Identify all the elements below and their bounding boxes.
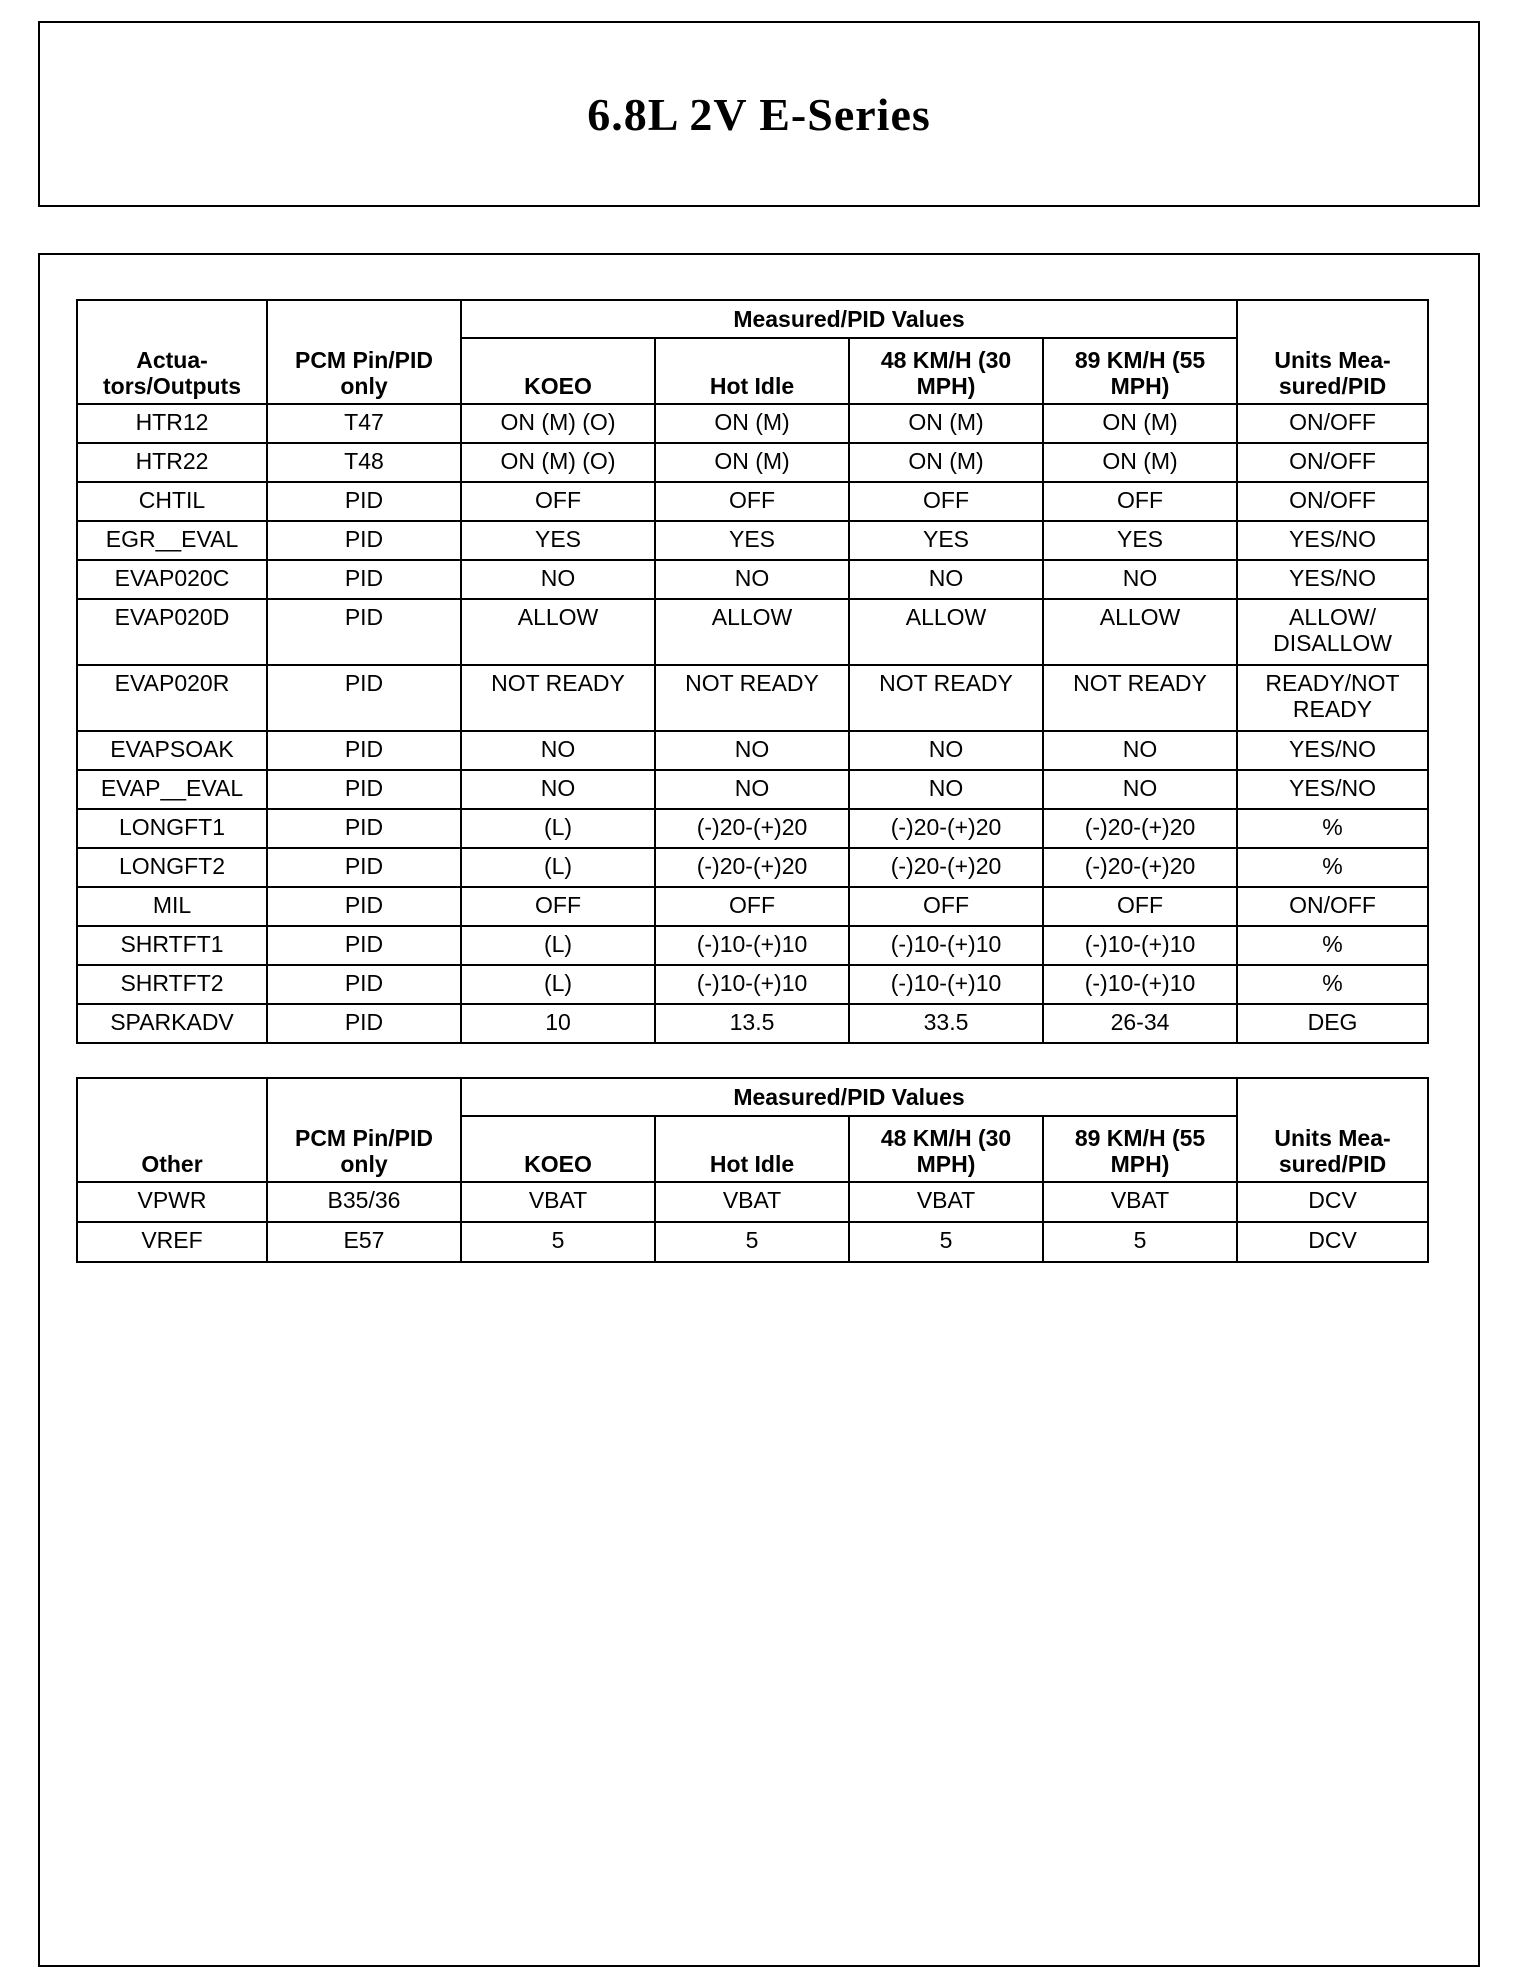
table-row xyxy=(77,1222,1428,1262)
page-title: 6.8L 2V E-Series xyxy=(587,88,931,140)
table-cell: ON/OFF xyxy=(1237,404,1428,443)
table-cell: NO xyxy=(461,731,655,770)
table-cell: NO xyxy=(655,731,849,770)
actuators-outputs-table xyxy=(76,299,1429,1044)
table-cell: 13.5 xyxy=(655,1004,849,1043)
table-row xyxy=(77,404,1428,443)
table-cell: EVAP020D xyxy=(77,599,267,665)
header-koeo: KOEO xyxy=(461,338,655,404)
table-cell: EVAP020C xyxy=(77,560,267,599)
table-cell: OFF xyxy=(655,482,849,521)
other-table xyxy=(76,1077,1429,1263)
table-cell: PID xyxy=(267,809,461,848)
header-measured-pid-values: Measured/PID Values xyxy=(461,300,1237,338)
table-cell: SPARKADV xyxy=(77,1004,267,1043)
table-cell: PID xyxy=(267,521,461,560)
table-cell: NO xyxy=(849,731,1043,770)
table-cell: ON/OFF xyxy=(1237,482,1428,521)
table-cell: LONGFT2 xyxy=(77,848,267,887)
table-cell: VBAT xyxy=(461,1182,655,1222)
header-hot-idle: Hot Idle xyxy=(655,338,849,404)
table-cell: READY/NOT READY xyxy=(1237,665,1428,731)
table-cell: T48 xyxy=(267,443,461,482)
table-cell: EVAP__EVAL xyxy=(77,770,267,809)
table-cell: VPWR xyxy=(77,1182,267,1222)
table-cell: NO xyxy=(655,770,849,809)
table-cell: ON (M) (O) xyxy=(461,443,655,482)
table-cell: ON (M) (O) xyxy=(461,404,655,443)
table-cell: SHRTFT2 xyxy=(77,965,267,1004)
table-cell: ON (M) xyxy=(1043,443,1237,482)
table-cell: VBAT xyxy=(1043,1182,1237,1222)
header-measured-pid-values: Measured/PID Values xyxy=(461,1078,1237,1116)
header-pcm-pin: PCM Pin/PID only xyxy=(267,300,461,404)
table-cell: 5 xyxy=(849,1222,1043,1262)
table-cell: OFF xyxy=(655,887,849,926)
table-row xyxy=(77,809,1428,848)
table-cell: ON (M) xyxy=(1043,404,1237,443)
header-units: Units Mea-sured/PID xyxy=(1237,300,1428,404)
table-cell: ALLOW xyxy=(1043,599,1237,665)
table-cell: % xyxy=(1237,848,1428,887)
table-cell: YES/NO xyxy=(1237,770,1428,809)
table-cell: % xyxy=(1237,809,1428,848)
table-row xyxy=(77,482,1428,521)
table-cell: YES/NO xyxy=(1237,521,1428,560)
table-cell: PID xyxy=(267,770,461,809)
table-row xyxy=(77,965,1428,1004)
table-cell: YES xyxy=(461,521,655,560)
table-row xyxy=(77,1004,1428,1043)
table-cell: ON/OFF xyxy=(1237,443,1428,482)
table-cell: B35/36 xyxy=(267,1182,461,1222)
header-48kmh: 48 KM/H (30 MPH) xyxy=(849,1116,1043,1182)
table-cell: E57 xyxy=(267,1222,461,1262)
table-cell: DEG xyxy=(1237,1004,1428,1043)
table-cell: CHTIL xyxy=(77,482,267,521)
header-other: Other xyxy=(77,1078,267,1182)
table-cell: % xyxy=(1237,965,1428,1004)
table-row xyxy=(77,926,1428,965)
header-pcm-pin: PCM Pin/PID only xyxy=(267,1078,461,1182)
table-cell: OFF xyxy=(461,482,655,521)
table-cell: PID xyxy=(267,887,461,926)
table-cell: OFF xyxy=(461,887,655,926)
table-cell: OFF xyxy=(849,887,1043,926)
table-cell: NO xyxy=(849,560,1043,599)
table-cell: (-)20-(+)20 xyxy=(1043,848,1237,887)
table-cell: PID xyxy=(267,731,461,770)
table-row xyxy=(77,1182,1428,1222)
header-units: Units Mea-sured/PID xyxy=(1237,1078,1428,1182)
table-cell: PID xyxy=(267,482,461,521)
table-cell: VBAT xyxy=(655,1182,849,1222)
table-cell: YES xyxy=(849,521,1043,560)
table-cell: YES xyxy=(655,521,849,560)
table-cell: ON (M) xyxy=(849,443,1043,482)
table-cell: PID xyxy=(267,560,461,599)
table-cell: SHRTFT1 xyxy=(77,926,267,965)
table-cell: ON (M) xyxy=(849,404,1043,443)
table-cell: PID xyxy=(267,599,461,665)
table-cell: (L) xyxy=(461,965,655,1004)
table-cell: NO xyxy=(1043,770,1237,809)
table-row xyxy=(77,770,1428,809)
table-row xyxy=(77,443,1428,482)
table-row xyxy=(77,848,1428,887)
table-cell: 10 xyxy=(461,1004,655,1043)
table-cell: YES xyxy=(1043,521,1237,560)
table-cell: NOT READY xyxy=(1043,665,1237,731)
table-cell: (L) xyxy=(461,926,655,965)
content-box xyxy=(38,253,1480,1967)
table-cell: OFF xyxy=(849,482,1043,521)
header-actuators-outputs: Actua-tors/Outputs xyxy=(77,300,267,404)
table-cell: (-)20-(+)20 xyxy=(655,809,849,848)
table-cell: (L) xyxy=(461,848,655,887)
table-cell: 5 xyxy=(1043,1222,1237,1262)
table-cell: (-)10-(+)10 xyxy=(655,926,849,965)
table-cell: (-)20-(+)20 xyxy=(849,848,1043,887)
table-cell: (L) xyxy=(461,809,655,848)
table-row xyxy=(77,599,1428,665)
table-cell: (-)20-(+)20 xyxy=(655,848,849,887)
table-cell: PID xyxy=(267,848,461,887)
title-box xyxy=(38,21,1480,207)
header-koeo: KOEO xyxy=(461,1116,655,1182)
table-cell: (-)20-(+)20 xyxy=(849,809,1043,848)
table-row xyxy=(77,887,1428,926)
table-cell: ALLOW xyxy=(849,599,1043,665)
table-cell: PID xyxy=(267,926,461,965)
table-cell: OFF xyxy=(1043,887,1237,926)
table-cell: ALLOW/ DISALLOW xyxy=(1237,599,1428,665)
table-cell: 5 xyxy=(461,1222,655,1262)
table-cell: % xyxy=(1237,926,1428,965)
header-48kmh: 48 KM/H (30 MPH) xyxy=(849,338,1043,404)
table-cell: NO xyxy=(1043,731,1237,770)
table-cell: NOT READY xyxy=(849,665,1043,731)
table-cell: (-)20-(+)20 xyxy=(1043,809,1237,848)
table-cell: ON (M) xyxy=(655,443,849,482)
table-cell: PID xyxy=(267,965,461,1004)
table-cell: NO xyxy=(655,560,849,599)
table-cell: NOT READY xyxy=(461,665,655,731)
table-cell: NOT READY xyxy=(655,665,849,731)
table-cell: ALLOW xyxy=(655,599,849,665)
table-cell: 5 xyxy=(655,1222,849,1262)
table-row xyxy=(77,731,1428,770)
table-cell: DCV xyxy=(1237,1182,1428,1222)
table-cell: 33.5 xyxy=(849,1004,1043,1043)
table-cell: EVAP020R xyxy=(77,665,267,731)
table-cell: ON/OFF xyxy=(1237,887,1428,926)
table-cell: (-)10-(+)10 xyxy=(1043,926,1237,965)
table-cell: HTR22 xyxy=(77,443,267,482)
table-cell: (-)10-(+)10 xyxy=(1043,965,1237,1004)
actuators-table-body xyxy=(77,404,1428,1043)
table-cell: 26-34 xyxy=(1043,1004,1237,1043)
table-cell: HTR12 xyxy=(77,404,267,443)
table-cell: MIL xyxy=(77,887,267,926)
table-row xyxy=(77,560,1428,599)
table-cell: (-)10-(+)10 xyxy=(849,965,1043,1004)
table-cell: YES/NO xyxy=(1237,560,1428,599)
table-cell: PID xyxy=(267,665,461,731)
header-hot-idle: Hot Idle xyxy=(655,1116,849,1182)
table-cell: EVAPSOAK xyxy=(77,731,267,770)
table-cell: NO xyxy=(461,560,655,599)
table-cell: YES/NO xyxy=(1237,731,1428,770)
table-cell: EGR__EVAL xyxy=(77,521,267,560)
table-cell: NO xyxy=(849,770,1043,809)
table-cell: LONGFT1 xyxy=(77,809,267,848)
table-cell: T47 xyxy=(267,404,461,443)
table-cell: ALLOW xyxy=(461,599,655,665)
table-row xyxy=(77,665,1428,731)
table-cell: (-)10-(+)10 xyxy=(849,926,1043,965)
table-cell: VREF xyxy=(77,1222,267,1262)
table-cell: NO xyxy=(1043,560,1237,599)
table-cell: VBAT xyxy=(849,1182,1043,1222)
table-cell: NO xyxy=(461,770,655,809)
table-cell: PID xyxy=(267,1004,461,1043)
table-cell: DCV xyxy=(1237,1222,1428,1262)
table-cell: ON (M) xyxy=(655,404,849,443)
table-row xyxy=(77,521,1428,560)
header-89kmh: 89 KM/H (55 MPH) xyxy=(1043,1116,1237,1182)
header-89kmh: 89 KM/H (55 MPH) xyxy=(1043,338,1237,404)
table-cell: (-)10-(+)10 xyxy=(655,965,849,1004)
other-table-body xyxy=(77,1182,1428,1262)
table-cell: OFF xyxy=(1043,482,1237,521)
